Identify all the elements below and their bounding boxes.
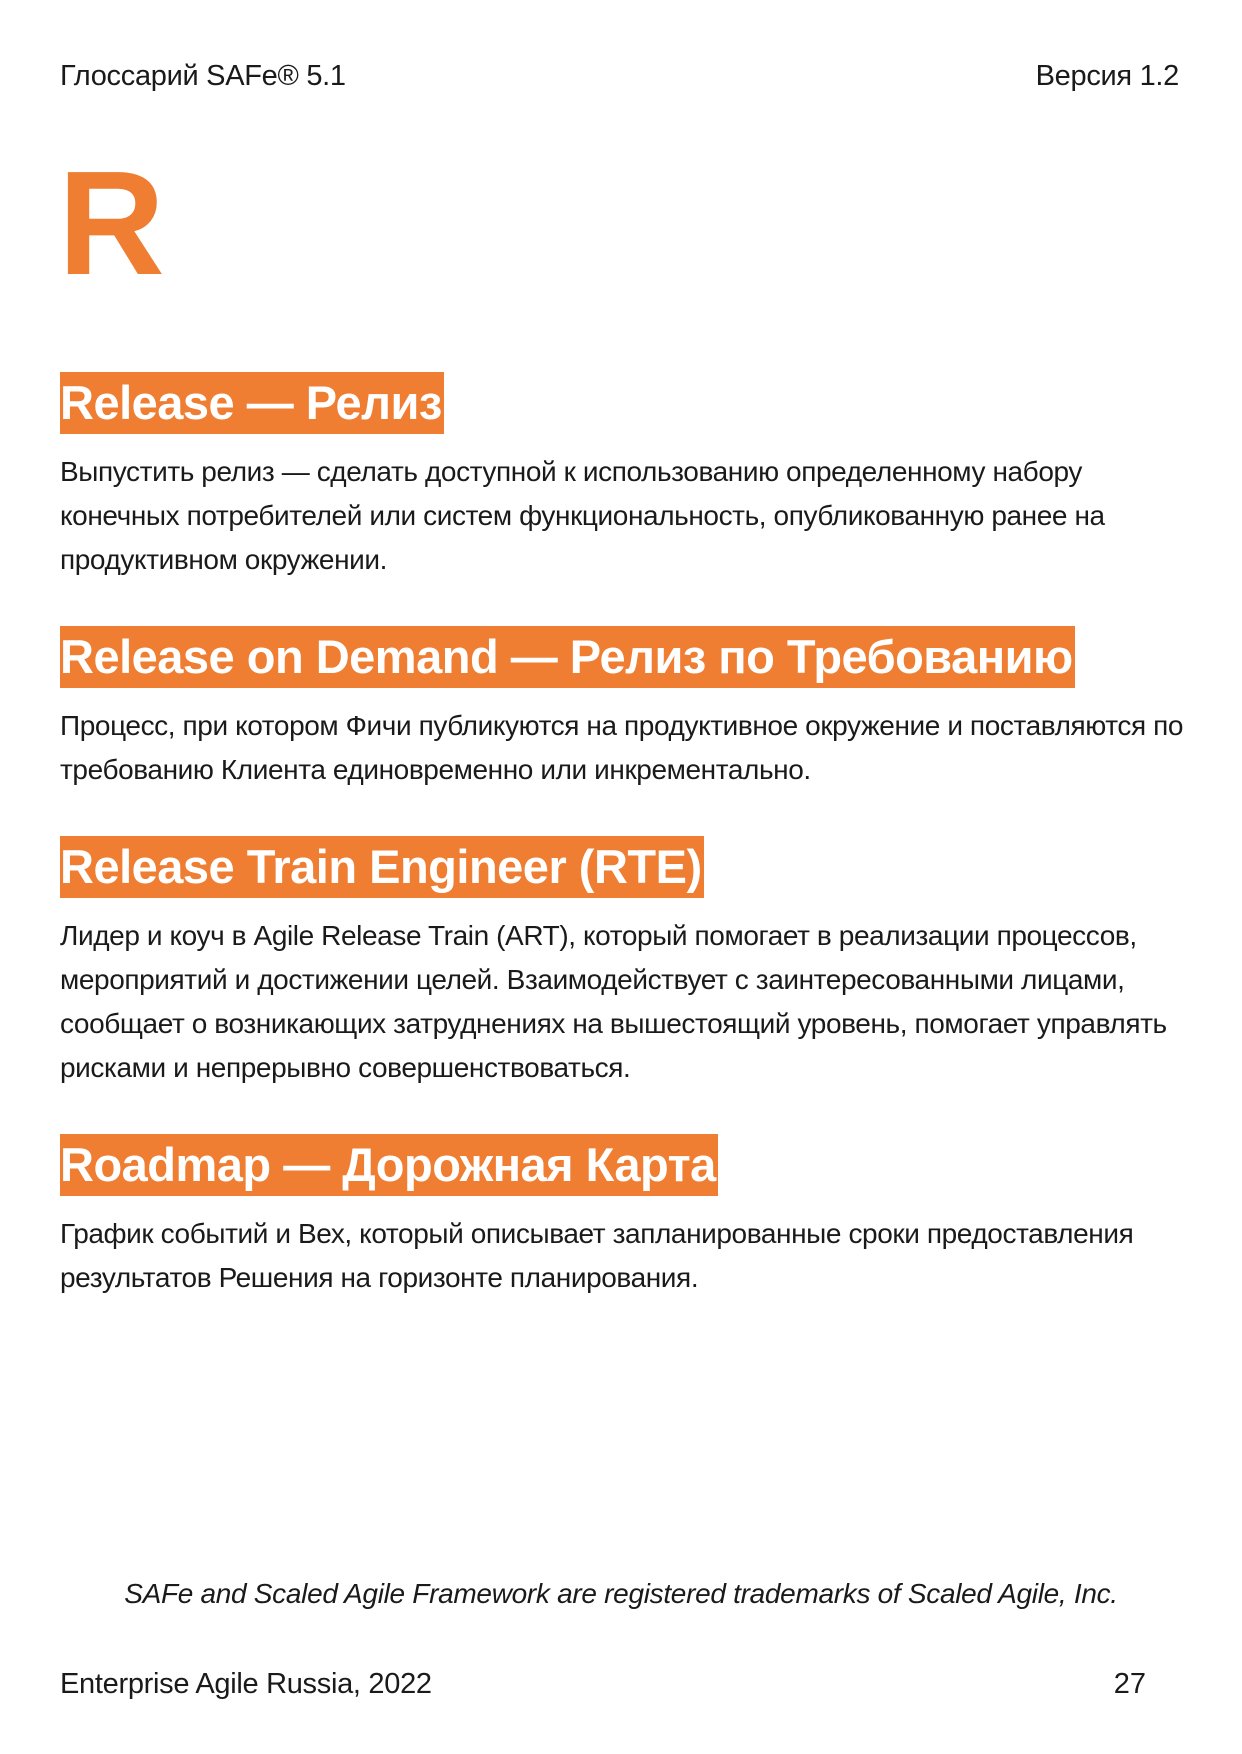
glossary-entry-release bbox=[60, 372, 1190, 582]
term-heading: Roadmap — Дорожная Карта bbox=[60, 1134, 718, 1196]
glossary-entry-release-train-engineer bbox=[60, 836, 1190, 1090]
term-definition: Процесс, при котором Фичи публикуются на продуктивное окружение и поставляются по требованию Клиента единовременно или инкрементально. bbox=[60, 710, 1184, 785]
term-definition: График событий и Вех, который описывает запланированные сроки предоставления результатов Решения на горизонте планирования. bbox=[60, 1218, 1134, 1293]
term-heading: Release — Релиз bbox=[60, 372, 444, 434]
term-heading: Release on Demand — Релиз по Требованию bbox=[60, 626, 1075, 688]
term-definition: Выпустить релиз — сделать доступной к использованию определенному набору конечных потребителей или систем функциональность, опубликованную ранее на продуктивном окружении. bbox=[60, 456, 1105, 575]
page-number: 27 bbox=[1113, 1668, 1146, 1700]
header-version: Версия 1.2 bbox=[1035, 60, 1179, 92]
term-heading: Release Train Engineer (RTE) bbox=[60, 836, 704, 898]
trademark-note: SAFe and Scaled Agile Framework are registered trademarks of Scaled Agile, Inc. bbox=[124, 1578, 1118, 1609]
glossary-entry-roadmap bbox=[60, 1134, 1190, 1300]
glossary-entry-release-on-demand bbox=[60, 626, 1190, 792]
header-title: Глоссарий SAFe® 5.1 bbox=[60, 60, 346, 92]
section-letter: R bbox=[58, 141, 165, 306]
term-definition: Лидер и коуч в Agile Release Train (ART), который помогает в реализации процессов, мероприятий и достижении целей. Взаимодействует с заинтересованными лицами, сообщает о возникающих затруднениях на вышестоящий уровень, помогает управлять рисками и непрерывно совершенствоваться. bbox=[60, 920, 1167, 1083]
footer-organization: Enterprise Agile Russia, 2022 bbox=[60, 1668, 432, 1700]
